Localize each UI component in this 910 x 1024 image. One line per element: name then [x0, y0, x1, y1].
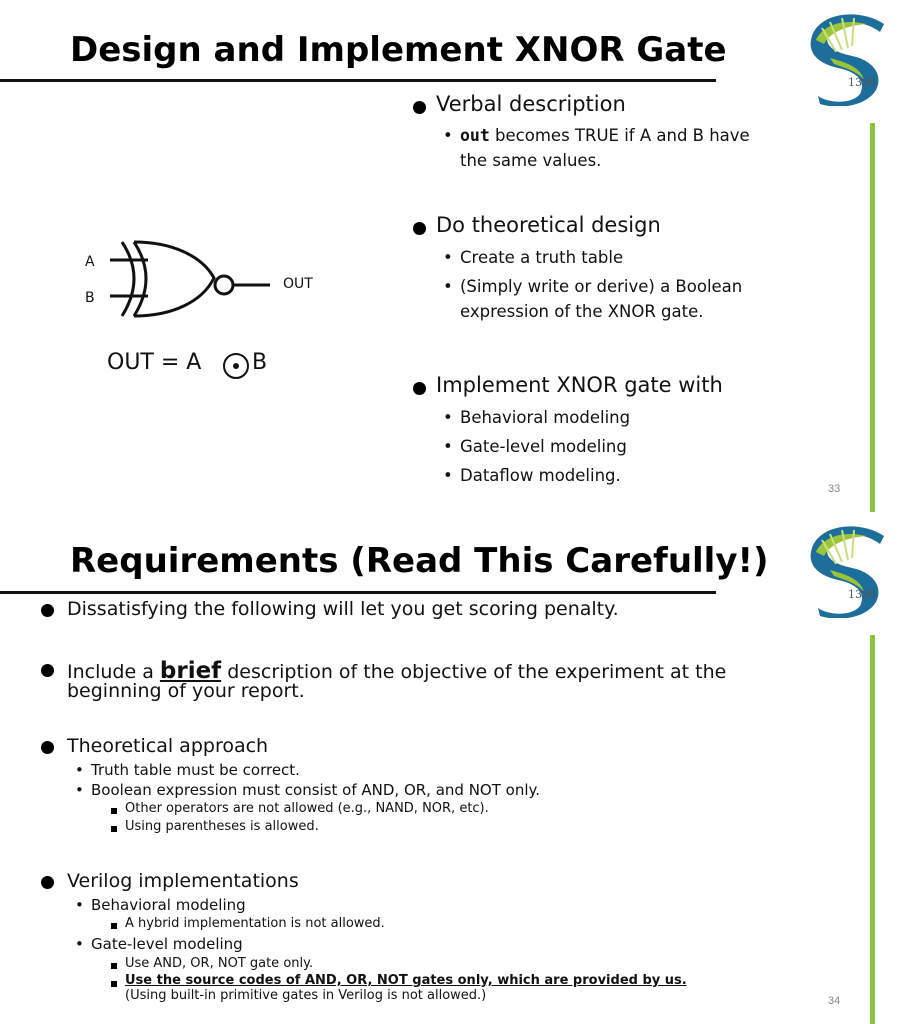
- bullet-text: Gate-level modeling: [460, 437, 627, 456]
- equation-left: OUT = A: [107, 350, 202, 375]
- sub-bullet: •: [75, 781, 84, 799]
- sub-bullet: •: [443, 408, 453, 427]
- sub-bullet: •: [75, 761, 84, 779]
- svg-text:1398: 1398: [848, 76, 876, 89]
- section-heading: Do theoretical design: [436, 213, 661, 237]
- sub-requirement: Boolean expression must consist of AND, OR, and NOT only.: [91, 781, 541, 799]
- square-bullet: [111, 826, 117, 832]
- detail-text: A hybrid implementation is not allowed.: [125, 916, 385, 931]
- sub-bullet: •: [443, 126, 453, 145]
- title-underline: [0, 79, 716, 82]
- bullet-dot: [41, 876, 54, 889]
- bullet-dot: [413, 101, 426, 114]
- slide-title: Requirements (Read This Carefully!): [70, 541, 769, 581]
- bullet-text: (Simply write or derive) a Boolean: [460, 277, 743, 296]
- requirement-text: Verilog implementations: [67, 870, 299, 892]
- bullet-dot: [41, 604, 54, 617]
- sub-bullet: •: [443, 466, 453, 485]
- slide-title: Design and Implement XNOR Gate: [70, 30, 727, 70]
- requirement-text: Dissatisfying the following will let you get scoring penalty.: [67, 598, 619, 620]
- input-a-label: A: [85, 254, 95, 270]
- sub-requirement: Truth table must be correct.: [91, 761, 300, 779]
- requirement-text-continued: beginning of your report.: [67, 680, 305, 702]
- university-logo: [800, 518, 892, 618]
- code-out: out: [460, 126, 490, 145]
- bullet-text-continued: the same values.: [460, 151, 602, 170]
- bullet-dot: [41, 741, 54, 754]
- xnor-gate-symbol: [100, 232, 280, 332]
- sub-bullet: •: [443, 248, 453, 267]
- detail-text: Other operators are not allowed (e.g., NAND, NOR, etc).: [125, 801, 489, 816]
- accent-bar: [870, 635, 875, 1024]
- sub-requirement: Gate-level modeling: [91, 935, 243, 953]
- university-logo: [800, 6, 892, 106]
- bullet-dot: [41, 664, 54, 677]
- square-bullet: [111, 963, 117, 969]
- page-number: 33: [828, 483, 841, 495]
- bullet-text: Behavioral modeling: [460, 408, 631, 427]
- accent-bar: [870, 123, 875, 512]
- square-bullet: [111, 808, 117, 814]
- detail-text-emphasized: Use the source codes of AND, OR, NOT gates only, which are provided by us.: [125, 973, 687, 988]
- xnor-operator-icon: [220, 350, 252, 382]
- svg-text:1398: 1398: [848, 588, 876, 601]
- sub-requirement: Behavioral modeling: [91, 896, 246, 914]
- section-heading: Verbal description: [436, 92, 626, 116]
- output-label: OUT: [283, 276, 313, 292]
- sub-bullet: •: [75, 896, 84, 914]
- square-bullet: [111, 923, 117, 929]
- bullet-text: Create a truth table: [460, 248, 624, 267]
- requirement-text: Theoretical approach: [67, 735, 269, 757]
- sub-bullet: •: [443, 277, 453, 296]
- bullet-dot: [413, 382, 426, 395]
- section-heading: Implement XNOR gate with: [436, 373, 723, 397]
- square-bullet: [111, 981, 117, 987]
- equation-right: B: [252, 350, 268, 375]
- page-number: 34: [828, 995, 841, 1007]
- bullet-text: Dataflow modeling.: [460, 466, 621, 485]
- detail-text: Use AND, OR, NOT gate only.: [125, 956, 314, 971]
- sub-bullet: •: [75, 935, 84, 953]
- slide-34: [0, 512, 910, 1024]
- bullet-text-continued: expression of the XNOR gate.: [460, 302, 704, 321]
- title-underline: [0, 591, 716, 594]
- bullet-dot: [413, 222, 426, 235]
- input-b-label: B: [85, 290, 95, 306]
- detail-text-continued: (Using built-in primitive gates in Verilog is not allowed.): [125, 988, 487, 1003]
- detail-text: Using parentheses is allowed.: [125, 819, 319, 834]
- requirement-text: Include a brief description of the objective of the experiment at the: [67, 658, 727, 684]
- emphasis-brief: brief: [159, 658, 222, 684]
- bullet-text: out becomes TRUE if A and B have: [460, 126, 750, 145]
- sub-bullet: •: [443, 437, 453, 456]
